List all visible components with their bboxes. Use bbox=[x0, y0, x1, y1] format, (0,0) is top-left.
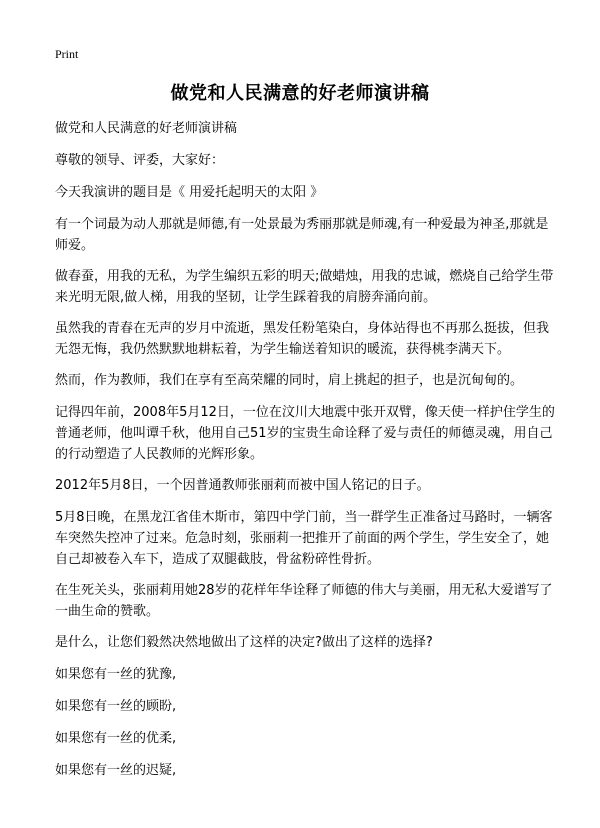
paragraph-metaphor: 做春蚕，用我的无私，为学生编织五彩的明天;做蜡烛，用我的忠诚，燃烧自己给学生带来光明无限,做人梯，用我的坚韧，让学生踩着我的肩膀奔涌向前。 bbox=[55, 269, 554, 305]
paragraph-date: 2012年5月8日，一个因普通教师张丽莉而被中国人铭记的日子。 bbox=[55, 478, 430, 493]
paragraph-youth: 虽然我的青春在无声的岁月中流逝，黑发任粉笔染白，身体站得也不再那么挺拔，但我无怨无悔，我仍然默默地耕耘着，为学生输送着知识的暖流，获得桃李满天下。 bbox=[55, 321, 550, 357]
paragraph-if-1: 如果您有一丝的犹豫, bbox=[55, 667, 177, 682]
page-title: 做党和人民满意的好老师演讲稿 bbox=[170, 83, 430, 104]
paragraph-wenchuan: 记得四年前，2008年5月12日，一位在汶川大地震中张开双臂，像天使一样护住学生的普通老师，他叫谭千秋，他用自己51岁的宝贵生命诠释了爱与责任的师德灵魂，用自己的行动塑造了人民教师的光辉形象。 bbox=[55, 405, 555, 462]
paragraph-intro: 有一个词最为动人那就是师德,有一处景最为秀丽那就是师魂,有一种爱最为神圣,那就是师爱。 bbox=[55, 217, 549, 253]
paragraph-if-3: 如果您有一丝的优柔, bbox=[55, 731, 177, 746]
paragraph-accident: 5月8日晚，在黑龙江省佳木斯市，第四中学门前，当一群学生正准备过马路时，一辆客车突然失控冲了过来。危急时刻，张丽莉一把推开了前面的两个学生，学生安全了，她自己却被卷入车下，造成了双腿截肢，骨盆粉碎性骨折。 bbox=[55, 510, 553, 567]
paragraph-if-2: 如果您有一丝的顾盼, bbox=[55, 699, 177, 714]
paragraph-question: 是什么，让您们毅然决然地做出了这样的决定?做出了这样的选择? bbox=[55, 635, 433, 650]
paragraph-tribute: 在生死关头，张丽莉用她28岁的花样年华诠释了师德的伟大与美丽，用无私大爱谱写了一曲生命的赞歌。 bbox=[55, 583, 553, 619]
paragraph-subtitle: 做党和人民满意的好老师演讲稿 bbox=[55, 121, 238, 136]
paragraph-if-4: 如果您有一丝的迟疑, bbox=[55, 763, 177, 778]
paragraph-topic: 今天我演讲的题目是《 用爱托起明天的太阳 》 bbox=[55, 185, 324, 200]
paragraph-responsibility: 然而，作为教师，我们在享有至高荣耀的同时，肩上挑起的担子，也是沉甸甸的。 bbox=[55, 373, 524, 388]
paragraph-greeting: 尊敬的领导、评委，大家好： bbox=[55, 153, 225, 168]
print-link[interactable]: Print bbox=[55, 47, 79, 61]
article-body bbox=[55, 118, 555, 792]
